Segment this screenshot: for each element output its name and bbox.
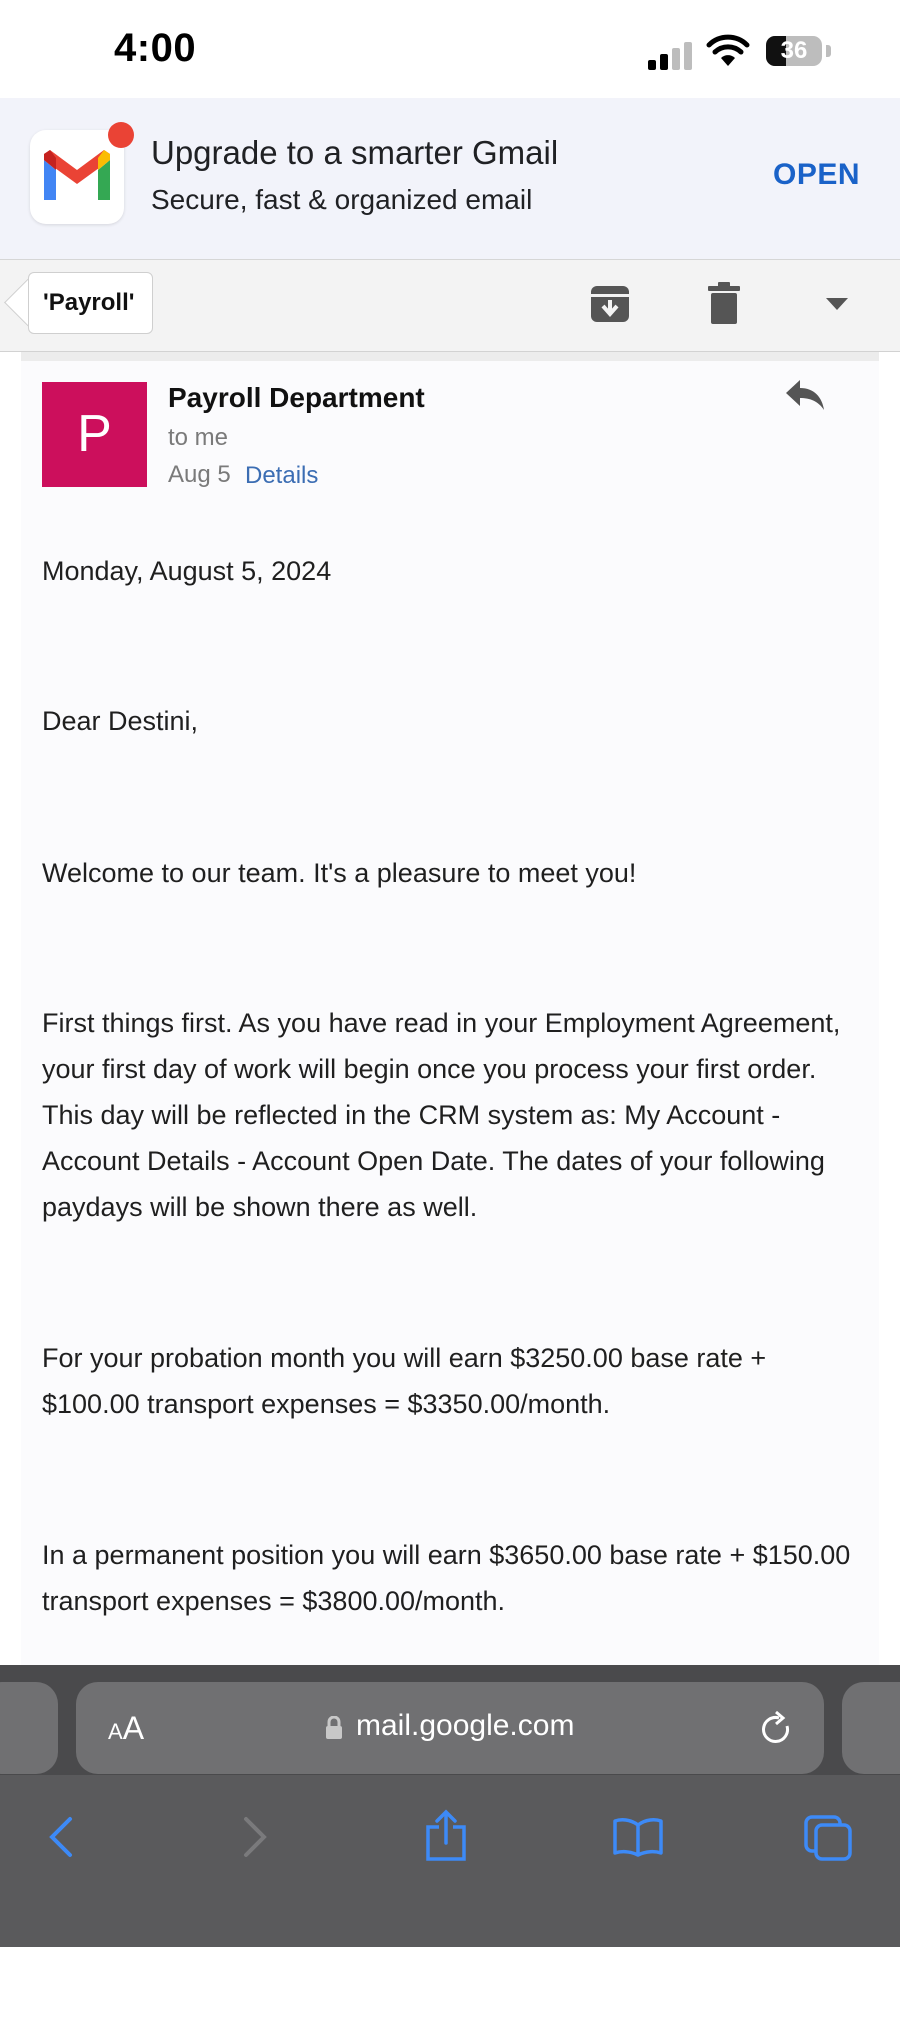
bookmarks-icon[interactable]: [612, 1817, 664, 1857]
browser-bottom-bar: [0, 1775, 900, 1947]
battery-nub: [826, 45, 831, 57]
forward-icon: [242, 1815, 270, 1859]
archive-icon[interactable]: [589, 284, 631, 324]
share-icon[interactable]: [424, 1809, 468, 1861]
open-app-button[interactable]: OPEN: [773, 158, 861, 191]
aa-large: A: [122, 1710, 145, 1746]
sender-name: Payroll Department: [168, 382, 425, 413]
lock-icon: [325, 1716, 343, 1740]
body-first-things-paragraph: First things first. As you have read in your Employment Agreement, your first day of work will begin once you process your first order. This day will be reflected in the CRM system as: My Account - Account Details - Account Open Date. The dates of your following paydays will be shown there as well.: [42, 1008, 841, 1222]
trash-icon[interactable]: [708, 282, 740, 324]
next-tab-preview[interactable]: [842, 1682, 900, 1774]
back-to-label-button[interactable]: 'Payroll': [28, 272, 153, 334]
gmail-logo-icon[interactable]: [30, 130, 124, 224]
wifi-icon: [706, 34, 750, 68]
body-welcome: Welcome to our team. It's a pleasure to meet you!: [42, 858, 637, 888]
promo-subtitle: Secure, fast & organized email: [151, 184, 533, 215]
body-date-line: Monday, August 5, 2024: [42, 556, 332, 586]
status-bar: [0, 0, 900, 98]
recipient-label: to me: [168, 424, 229, 451]
address-bar[interactable]: [76, 1682, 824, 1774]
reload-icon[interactable]: [758, 1710, 794, 1748]
email-date: Aug 5: [168, 461, 231, 488]
previous-tab-preview[interactable]: [0, 1682, 58, 1774]
notification-dot: [108, 122, 134, 148]
email-toolbar: [0, 260, 900, 352]
home-indicator: [290, 2029, 610, 2039]
tabs-icon[interactable]: [804, 1815, 852, 1861]
body-probation-paragraph: For your probation month you will earn $3250.00 base rate + $100.00 transport expenses = $3350.00/month.: [42, 1343, 767, 1419]
back-icon[interactable]: [46, 1815, 74, 1859]
details-link[interactable]: Details: [245, 462, 319, 489]
reply-icon[interactable]: [784, 378, 826, 412]
body-permanent-paragraph: In a permanent position you will earn $3650.00 base rate + $150.00 transport expenses = $3800.00/month.: [42, 1540, 851, 1616]
reader-settings-button[interactable]: [108, 1710, 144, 1747]
aa-small: A: [108, 1719, 123, 1744]
body-greeting: Dear Destini,: [42, 706, 199, 736]
battery-level: 36: [780, 37, 808, 64]
browser-chrome: [0, 1665, 900, 1947]
dropdown-caret-icon[interactable]: [826, 298, 848, 310]
status-time: 4:00: [114, 26, 197, 70]
cellular-signal-icon: [648, 40, 694, 70]
sender-avatar: P: [42, 382, 147, 487]
promo-title: Upgrade to a smarter Gmail: [151, 134, 559, 171]
gmail-promo-banner: [0, 98, 900, 260]
url-text: mail.google.com: [356, 1709, 575, 1742]
battery-icon: [766, 36, 822, 66]
